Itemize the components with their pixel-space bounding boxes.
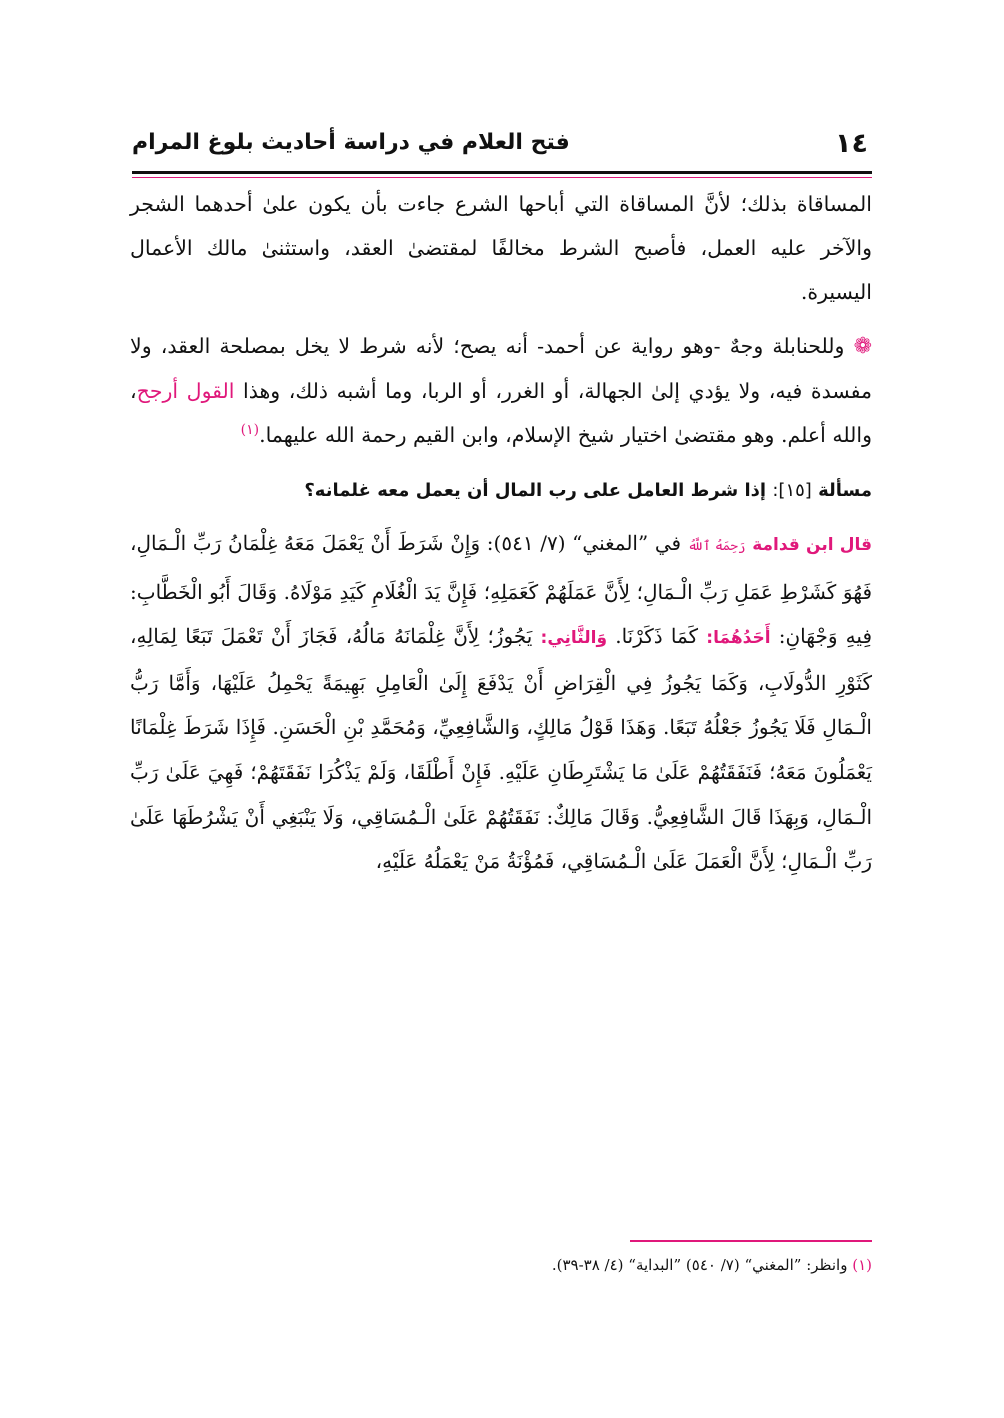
book-title: فتح العلام في دراسة أحاديث بلوغ المرام bbox=[132, 130, 570, 155]
paragraph-2-text-end: ، والله أعلم. وهو مقتضىٰ اختيار شيخ الإسلام، وابن القيم رحمة الله عليهما. bbox=[130, 379, 872, 447]
paragraph-2 bbox=[130, 324, 872, 457]
quote-rest: يَجُوزُ؛ لِأَنَّ غِلْمَانَهُ مَالُهُ، فَجَازَ أَنْ تَعْمَلَ تَبَعًا لِمَالِهِ، كَثَوْرِ الدُّولَابِ، وَكَمَا يَجُوزُ فِي الْقِرَاضِ أَنْ يَدْفَعَ إِلَىٰ الْعَامِلِ بَهِيمَةً يَحْمِلُ عَلَيْهَا، وَأَمَّا رَبُّ الْـمَالِ فَلَا يَجُوزُ جَعْلُهُ تَبَعًا. وَهَذَا قَوْلُ مَالِكٍ، وَالشَّافِعِيِّ، وَمُحَمَّدِ بْنِ الْحَسَنِ. فَإِذَا شَرَطَ غِلْمَانًا يَعْمَلُونَ مَعَهُ؛ فَنَفَقَتُهُمْ عَلَىٰ مَا يَشْتَرِطَانِ عَلَيْهِ. فَإِنْ أَطْلَقَا، وَلَمْ يَذْكُرَا نَفَقَتَهُمْ؛ فَهِيَ عَلَىٰ رَبِّ الْـمَالِ، وَبِهَذَا قَالَ الشَّافِعِيُّ. وَقَالَ مَالِكٌ: نَفَقَتُهُمْ عَلَىٰ الْـمُسَاقِي، وَلَا يَنْبَغِي أَنْ يَشْرُطَهَا عَلَىٰ رَبِّ الْـمَالِ؛ لِأَنَّ الْعَمَلَ عَلَىٰ الْـمُسَاقِي، فَمُؤْنَةُ مَنْ يَعْمَلُهُ عَلَيْهِ، bbox=[130, 624, 872, 874]
highlighted-opinion: القول أرجح bbox=[136, 379, 235, 403]
page-number: ١٤ bbox=[835, 128, 868, 159]
footnote-text: وانظر: ”المغني“ (٧/ ٥٤٠) ”البداية“ (٤/ ٣٨-٣٩). bbox=[551, 1256, 853, 1274]
paragraph-2-text: وللحنابلة وجهٌ -وهو رواية عن أحمد- أنه يصح؛ لأنه شرط لا يخل بمصلحة العقد، ولا مفسدة فيه، ولا يؤدي إلىٰ الجهالة، أو الغرر، أو الربا، وما أشبه ذلك، وهذا bbox=[130, 334, 872, 403]
footnote-reference[interactable]: (١) bbox=[240, 422, 260, 439]
running-header bbox=[132, 128, 872, 168]
header-accent-rule bbox=[132, 177, 872, 178]
first-view-label: أَحَدُهُمَا: bbox=[706, 628, 771, 649]
issue-label: مسألة bbox=[818, 480, 872, 501]
second-view-label: وَالثَّانِي: bbox=[540, 628, 608, 649]
quoted-text bbox=[130, 521, 872, 884]
header-rule bbox=[132, 171, 872, 174]
issue-number: [١٥]: bbox=[772, 480, 812, 501]
main-text bbox=[130, 182, 872, 884]
honorific-seal: رَحِمَهُ ٱللَّهُ bbox=[687, 539, 746, 554]
flower-icon: ❁ bbox=[853, 334, 872, 359]
quote-author: قال ابن قدامة bbox=[752, 535, 873, 555]
first-view-text: كَمَا ذَكَرْنَا. bbox=[607, 624, 707, 649]
issue-question: إذا شرط العامل على رب المال أن يعمل معه غلمانه؟ bbox=[304, 480, 767, 501]
quote-intro: في ”المغني“ (٧/ ٥٤١): وَإِنْ شَرَطَ أَنْ يَعْمَلَ مَعَهُ غِلْمَانُ رَبِّ الْـمَالِ، فَهُوَ كَشَرْطِ عَمَلِ رَبِّ الْـمَالِ؛ لِأَنَّ عَمَلَهُمْ كَعَمَلِهِ؛ فَإِنَّ يَدَ الْغُلَامِ كَيَدِ مَوْلَاهُ. وَقَالَ أَبُو الْخَطَّابِ: فِيهِ وَجْهَانِ: bbox=[130, 531, 872, 649]
footnote-number: (١) bbox=[852, 1256, 872, 1274]
issue-heading bbox=[130, 475, 872, 507]
footnote-rule bbox=[630, 1240, 872, 1242]
paragraph-1: المساقاة بذلك؛ لأنَّ المساقاة التي أباحها الشرع جاءت بأن يكون علىٰ أحدهما الشجر والآخر عليه العمل، فأصبح الشرط مخالفًا لمقتضىٰ العقد، واستثنىٰ مالك الأعمال اليسيرة. bbox=[130, 192, 872, 304]
footnote bbox=[130, 1252, 872, 1278]
